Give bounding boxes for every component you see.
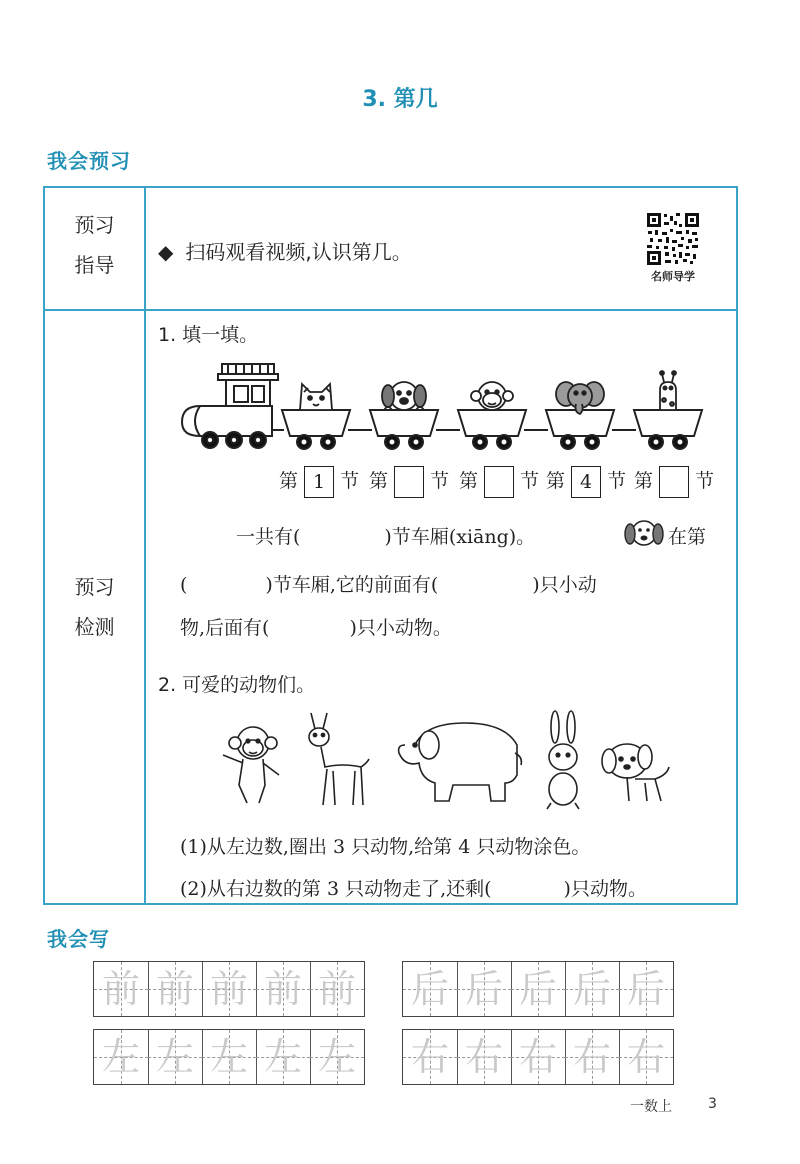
q1-text: )节车厢(xiāng)。 [384, 526, 536, 548]
trace-char[interactable]: 左 [317, 1035, 356, 1079]
row-label-check [45, 567, 144, 647]
trace-char[interactable]: 右 [464, 1035, 503, 1079]
qr-caption: 名师导学 [651, 270, 695, 283]
animals-illustration [215, 705, 685, 815]
trace-char[interactable]: 右 [572, 1035, 611, 1079]
section-heading-write: 我会写 [47, 927, 110, 951]
trace-char[interactable]: 后 [626, 967, 665, 1011]
q1-line-1 [236, 522, 535, 549]
trace-char[interactable]: 后 [464, 967, 503, 1011]
table-divider-horizontal [45, 309, 736, 311]
bullet-icon: ◆ [158, 240, 174, 264]
deer-icon [309, 713, 369, 805]
wagon-answer-box[interactable] [484, 466, 514, 498]
wagon-answer-box[interactable] [394, 466, 424, 498]
q1-line-1-end: 在第 [668, 526, 707, 548]
q2-item-2 [180, 874, 647, 901]
wagon-label-1 [279, 466, 359, 498]
trace-char[interactable]: 前 [155, 967, 194, 1011]
q1-line-2 [180, 570, 597, 597]
q2-text: )只动物。 [563, 878, 647, 900]
wagon-label-5 [634, 466, 714, 498]
puppy-icon [602, 744, 669, 801]
trace-char[interactable]: 左 [209, 1035, 248, 1079]
trace-char[interactable]: 前 [209, 967, 248, 1011]
trace-char[interactable]: 前 [263, 967, 302, 1011]
dog-icon [382, 382, 426, 410]
trace-char[interactable]: 左 [101, 1035, 140, 1079]
wagon-suffix: 节 [695, 470, 715, 492]
dog-icon [622, 514, 666, 552]
wagon-prefix: 第 [279, 470, 299, 492]
train-illustration [176, 358, 708, 458]
q1-text: 物,后面有( [180, 617, 270, 639]
locomotive-icon [182, 364, 278, 448]
wagon-suffix: 节 [430, 470, 450, 492]
table-divider-vertical [144, 188, 146, 903]
trace-char[interactable]: 前 [317, 967, 356, 1011]
monkey-icon [471, 382, 513, 410]
writing-grid-front[interactable] [93, 961, 365, 1017]
wagon-prefix: 第 [634, 470, 654, 492]
q2-item-1: (1)从左边数,圈出 3 只动物,给第 4 只动物涂色。 [180, 836, 591, 858]
q1-text: ( [180, 574, 188, 596]
rabbit-icon [547, 711, 579, 809]
question-1-heading: 1. 填一填。 [158, 324, 259, 346]
wagon-prefix: 第 [369, 470, 389, 492]
wagon-answer-box[interactable]: 4 [571, 466, 601, 498]
trace-char[interactable]: 左 [263, 1035, 302, 1079]
q2-text: (2)从右边数的第 3 只动物走了,还剩( [180, 878, 492, 900]
guide-text: 扫码观看视频,认识第几。 [185, 240, 412, 264]
question-2-heading: 2. 可爱的动物们。 [158, 674, 316, 696]
trace-char[interactable]: 后 [572, 967, 611, 1011]
footer-page-number: 3 [708, 1096, 717, 1112]
row-label-line1: 预习 [74, 213, 115, 237]
q1-text: )只小动 [532, 574, 597, 596]
wagon-suffix: 节 [607, 470, 627, 492]
row-label-line2: 指导 [74, 253, 115, 277]
row-label-guide [45, 205, 144, 285]
q1-text: )节车厢,它的前面有( [265, 574, 439, 596]
trace-char[interactable]: 左 [155, 1035, 194, 1079]
wagon-label-4 [546, 466, 626, 498]
wagon-suffix: 节 [340, 470, 360, 492]
row-label-line1: 预习 [74, 575, 115, 599]
writing-grid-right[interactable] [402, 1029, 674, 1085]
trace-char[interactable]: 后 [410, 967, 449, 1011]
guide-text-row [158, 236, 412, 265]
monkey-icon [223, 727, 279, 803]
giraffe-icon [660, 371, 676, 410]
writing-grid-back[interactable] [402, 961, 674, 1017]
wagon-label-2 [369, 466, 449, 498]
page-title: 3. 第几 [362, 87, 438, 112]
trace-char[interactable]: 右 [410, 1035, 449, 1079]
trace-char[interactable]: 前 [101, 967, 140, 1011]
row-label-line2: 检测 [74, 615, 115, 639]
cat-icon [300, 384, 332, 410]
writing-grid-left[interactable] [93, 1029, 365, 1085]
wagon-answer-box[interactable]: 1 [304, 466, 334, 498]
trace-char[interactable]: 右 [518, 1035, 557, 1079]
q1-text: )只小动物。 [349, 617, 452, 639]
footer-book-name: 一数上 [630, 1099, 672, 1115]
trace-char[interactable]: 后 [518, 967, 557, 1011]
wagon-suffix: 节 [520, 470, 540, 492]
elephant-icon [399, 723, 522, 801]
q1-text: 一共有( [236, 526, 301, 548]
qr-code-icon[interactable] [646, 212, 700, 266]
wagon-prefix: 第 [459, 470, 479, 492]
wagon-label-3 [459, 466, 539, 498]
wagon-prefix: 第 [546, 470, 566, 492]
section-heading-preview: 我会预习 [47, 149, 131, 173]
wagon-answer-box[interactable] [659, 466, 689, 498]
q1-line-3 [180, 613, 452, 640]
trace-char[interactable]: 右 [626, 1035, 665, 1079]
